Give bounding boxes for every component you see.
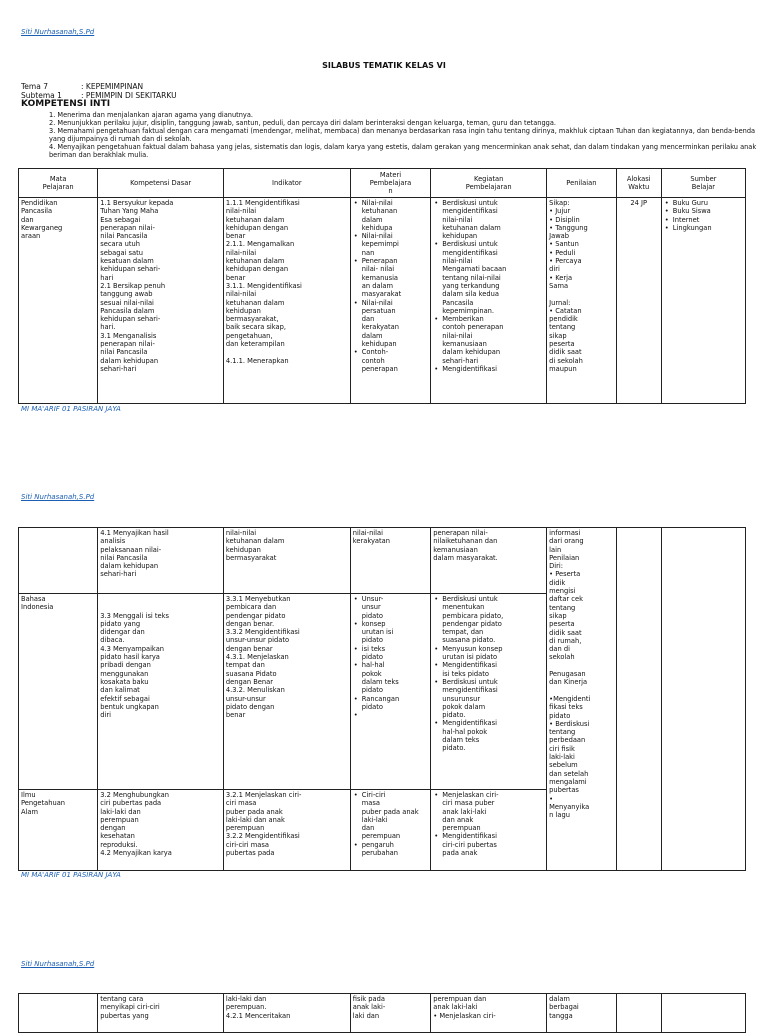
col-header-mapel: Mata Pelajaran [19, 169, 98, 198]
table-row [19, 994, 746, 1033]
cell-kegiatan: perempuan dan anak laki-laki • Menjelaskan ciri- [431, 994, 547, 1033]
cell-kd: 1.1 Bersyukur kepada Tuhan Yang Maha Esa sebagai penerapan nilai- nilai Pancasila secara utuh sebagai satu kesatuan dalam kehidupan sehari- hari 2.1 Bersikap penuh tanggung awab sesuai nilai-nilai Pancasila dalam kehidupan sehari- hari. 3.1 Menganalisis penerapan nilai- nilai Pancasila dalam kehidupan sehari-hari [98, 198, 224, 404]
tema-line [21, 82, 143, 91]
cell-kd: 3.3 Menggali isi teks pidato yang didengar dan dibaca. 4.3 Menyampaikan pidato hasil karya pribadi dengan menggunakan kosakata baku dan kalimat efektif sebagai bentuk ungkapan diri [98, 594, 224, 790]
silabus-table-page2 [18, 527, 746, 871]
list-item: • Nilai-nilai kepemimpi nan [353, 232, 429, 257]
tema-label: Tema 7 [21, 82, 48, 91]
cell-indikator: 3.2.1 Menjelaskan ciri- ciri masa puber pada anak laki-laki dan anak perempuan 3.2.2 Mengidentifikasi ciri-ciri masa pubertas pada [223, 790, 350, 871]
list-item: • Berdiskusi untuk menentukan pembicara pidato, pendengar pidato tempat, dan suasana pidato. [433, 595, 544, 645]
cell-indikator: nilai-nilai ketuhanan dalam kehidupan bermasyarakat [223, 528, 350, 594]
list-item: • Internet [664, 216, 743, 224]
silabus-table-page1 [18, 168, 746, 404]
list-item: • Menjelaskan ciri- ciri masa puber anak laki-laki dan anak perempuan [433, 791, 544, 832]
cell-penilaian: informasi dari orang lain Penilaian Diri: • Peserta didik mengisi daftar cek tentang sikap peserta didik saat di rumah, dan di sekolah Penugasan dan Kinerja •Mengidenti fikasi teks pidato • Berdiskusi tentang perbedaan ciri fisik laki-laki sebelum dan setelah mengalami pubertas • Menyanyika n lagu [547, 528, 617, 871]
header-author[interactable]: Siti Nurhasanah,S.Pd [21, 493, 95, 501]
list-item: • Mengidentifikasi isi teks pidato [433, 661, 544, 678]
col-header-materi: Materi Pembelajara n [350, 169, 431, 198]
cell-materi: nilai-nilai kerakyatan [350, 528, 431, 594]
materi-list [353, 791, 429, 857]
kegiatan-list [433, 595, 544, 753]
list-item: • Penerapan nilai- nilai kemanusia an dalam masyarakat [353, 257, 429, 298]
ki-item: 4. Menyajikan pengetahuan faktual dalam bahasa yang jelas, sistematis dan logis, dalam karya yang estetis, dalam gerakan yang mencerminkan anak sehat, dan dalam tindakan yang mencerminkan perilaku anak beriman dan berakhlak mulia. [49, 143, 757, 159]
cell-alokasi: 24 JP [616, 198, 661, 404]
cell-kegiatan: penerapan nilai- nilaiketuhanan dan kemanusiaan dalam masyarakat. [431, 528, 547, 594]
ki-item: 2. Menunjukkan perilaku jujur, disiplin, tanggung jawab, santun, peduli, dan percaya diri dalam berinteraksi dengan keluarga, teman, guru dan tetangga. [49, 119, 556, 127]
cell-kegiatan [431, 790, 547, 871]
list-item: • pengaruh perubahan [353, 841, 429, 858]
cell-indikator: 1.1.1 Mengidentifikasi nilai-nilai ketuhanan dalam kehidupan dengan benar 2.1.1. Mengamalkan nilai-nilai ketuhanan dalam kehidupan dengan benar 3.1.1. Mengidentifikasi nilai-nilai ketuhanan dalam kehidupan bermasyarakat, baik secara sikap, pengetahuan, dan keterampilan 4.1.1. Menerapkan [223, 198, 350, 404]
cell-materi [350, 790, 431, 871]
table-header-row [19, 169, 746, 198]
cell-materi: fisik pada anak laki- laki dan [350, 994, 431, 1033]
ki-item: 3. Memahami pengetahuan faktual dengan cara mengamati (mendengar, melihat, membaca) dan menanya berdasarkan rasa ingin tahu tentang dirinya, makhluk ciptaan Tuhan dan kegiatannya, dan benda-benda yang dijumpainya di rumah dan di sekolah. [49, 127, 756, 143]
ki-heading: KOMPETENSI INTI [21, 99, 111, 109]
subtema-value: : PEMIMPIN DI SEKITARKU [81, 91, 177, 100]
cell-sumber [661, 528, 745, 871]
col-header-penilaian: Penilaian [547, 169, 617, 198]
list-item: • Buku Siswa [664, 207, 743, 215]
col-header-sumber: Sumber Belajar [661, 169, 745, 198]
cell-alokasi [616, 994, 661, 1033]
cell-mapel: Pendidikan Pancasila dan Kewarganeg araan [19, 198, 98, 404]
list-item: • Unsur- unsur pidato [353, 595, 429, 620]
cell-kd: 3.2 Menghubungkan ciri pubertas pada laki-laki dan perempuan dengan kesehatan reproduksi. 4.2 Menyajikan karya [98, 790, 224, 871]
list-item: • hal-hal pokok dalam teks pidato [353, 661, 429, 694]
cell-kegiatan [431, 198, 547, 404]
cell-kd: 4.1 Menyajikan hasil analisis pelaksanaan nilai- nilai Pancasila dalam kehidupan sehari-hari [98, 528, 224, 594]
cell-penilaian: dalam berbagai tangga [547, 994, 617, 1033]
document-title: SILABUS TEMATIK KELAS VI [322, 61, 446, 70]
list-item: • Berdiskusi untuk mengidentifikasi nilai-nilai ketuhanan dalam kehidupan [433, 199, 544, 240]
list-item: • Memberikan contoh penerapan nilai-nilai kemanusiaan dalam kehidupan sehari-hari [433, 315, 544, 365]
table-row [19, 528, 746, 594]
list-item: • Buku Guru [664, 199, 743, 207]
cell-penilaian: Sikap: • Jujur • Disiplin • Tanggung Jawab • Santun • Peduli • Percaya diri • Kerja Sama Jurnal: • Catatan pendidik tentang sikap peserta didik saat di sekolah maupun [547, 198, 617, 404]
list-item: • Berdiskusi untuk mengidentifikasi unsurunsur pokok dalam pidato. [433, 678, 544, 719]
list-item: • Lingkungan [664, 224, 743, 232]
cell-indikator: laki-laki dan perempuan. 4.2.1 Menceritakan [223, 994, 350, 1033]
silabus-table-page3 [18, 993, 746, 1033]
list-item: • konsep urutan isi pidato [353, 620, 429, 645]
cell-materi [350, 198, 431, 404]
list-item: • Ciri-ciri masa puber pada anak laki-laki dan perempuan [353, 791, 429, 841]
cell-mapel: Ilmu Pengetahuan Alam [19, 790, 98, 871]
materi-list [353, 199, 429, 373]
sumber-list [664, 199, 743, 232]
subtema-label: Subtema 1 [21, 91, 62, 100]
col-header-indikator: Indikator [223, 169, 350, 198]
list-item: • isi teks pidato [353, 645, 429, 662]
header-author[interactable]: Siti Nurhasanah,S.Pd [21, 960, 95, 968]
cell-alokasi [616, 528, 661, 871]
ki-item: 1. Menerima dan menjalankan ajaran agama yang dianutnya. [49, 111, 253, 119]
cell-mapel: Bahasa Indonesia [19, 594, 98, 790]
list-item: • Berdiskusi untuk mengidentifikasi nilai-nilai Mengamati bacaan tentang nilai-nilai yang terkandung dalam sila kedua Pancasila kepemimpinan. [433, 240, 544, 315]
table-row [19, 198, 746, 404]
col-header-alokasi: Alokasi Waktu [616, 169, 661, 198]
cell-mapel [19, 528, 98, 594]
list-item: • Contoh- contoh penerapan [353, 348, 429, 373]
cell-kegiatan [431, 594, 547, 790]
header-author[interactable]: Siti Nurhasanah,S.Pd [21, 28, 95, 36]
tema-value: : KEPEMIMPINAN [81, 82, 144, 91]
ki-list [21, 111, 768, 159]
col-header-kd: Kompetensi Dasar [98, 169, 224, 198]
cell-sumber [661, 198, 745, 404]
list-item: • Rancangan pidato [353, 695, 429, 712]
footer-school: MI MA'ARIF 01 PASIRAN JAYA [21, 871, 121, 879]
cell-kd: tentang cara menyikapi ciri-ciri pubertas yang [98, 994, 224, 1033]
list-item: • Mengidentifikasi hal-hal pokok dalam teks pidato. [433, 719, 544, 752]
list-item: • Menyusun konsep urutan isi pidato [433, 645, 544, 662]
footer-school: MI MA'ARIF 01 PASIRAN JAYA [21, 405, 121, 413]
list-item: • Mengidentifikasi ciri-ciri pubertas pada anak [433, 832, 544, 857]
cell-mapel [19, 994, 98, 1033]
list-item: • Mengidentifikasi [433, 365, 544, 373]
cell-indikator: 3.3.1 Menyebutkan pembicara dan pendengar pidato dengan benar. 3.3.2 Mengidentifikasi unsur-unsur pidato dengan benar 4.3.1. Menjelaskan tempat dan suasana Pidato dengan Benar 4.3.2. Menuliskan unsur-unsur pidato dengan benar [223, 594, 350, 790]
list-item: • Nilai-nilai ketuhanan dalam kehidupa [353, 199, 429, 232]
cell-materi [350, 594, 431, 790]
list-item: • Nilai-nilai persatuan dan kerakyatan dalam kehidupan [353, 299, 429, 349]
col-header-kegiatan: Kegiatan Pembelajaran [431, 169, 547, 198]
cell-sumber [661, 994, 745, 1033]
materi-list [353, 595, 429, 711]
kegiatan-list [433, 791, 544, 857]
kegiatan-list [433, 199, 544, 373]
